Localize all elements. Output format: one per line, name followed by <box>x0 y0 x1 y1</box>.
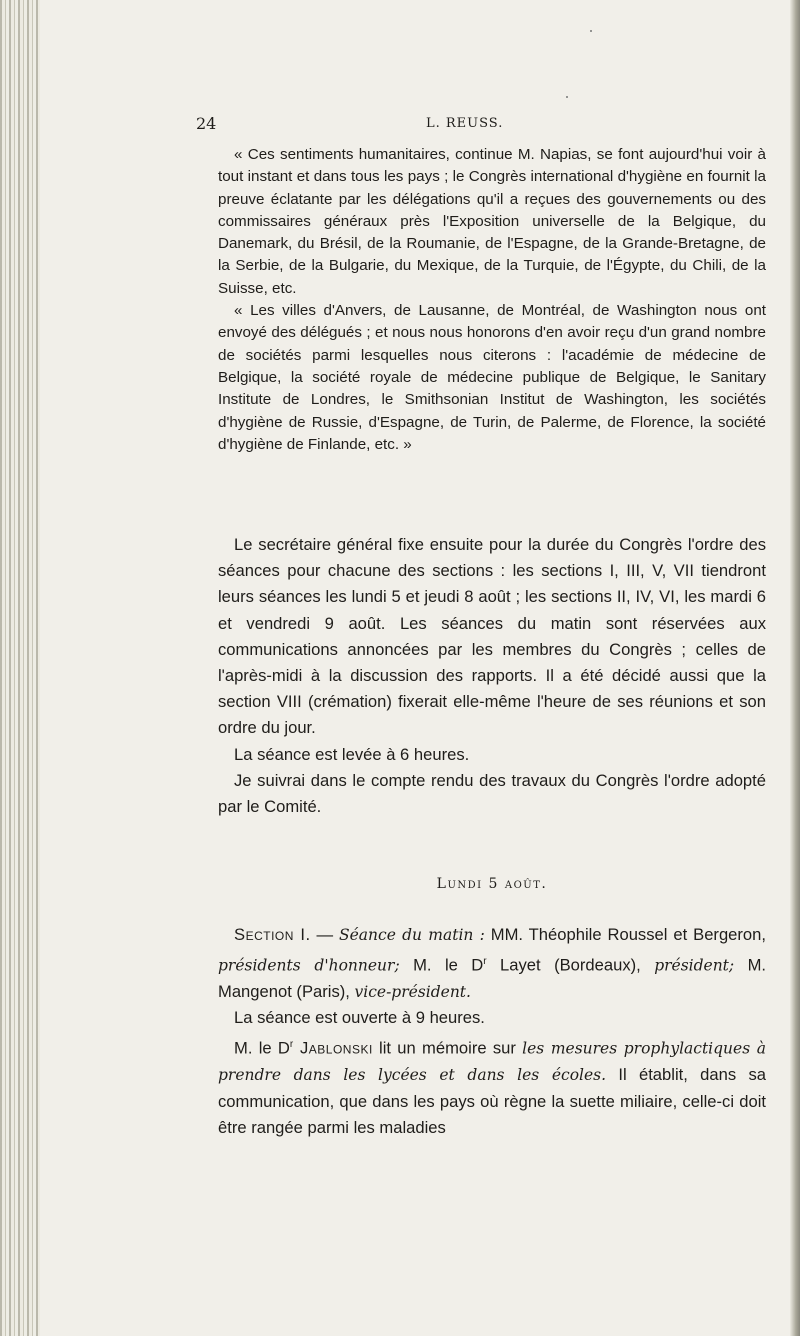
main-text <box>218 532 766 820</box>
role-vice-president: vice-président. <box>354 982 471 1001</box>
page-header <box>196 114 766 136</box>
section-text <box>218 922 766 1142</box>
dash: — <box>310 925 340 944</box>
paper-speck <box>566 96 568 98</box>
page-number: 24 <box>196 114 217 133</box>
role-honorary: présidents d'honneur; <box>218 956 400 975</box>
section-heading: Lundi 5 août. <box>436 876 548 892</box>
binding-edge-left <box>0 0 40 1336</box>
quote-paragraph-1: « Ces sentiments humanitaires, continue M. Napias, se font aujourd'hui voir à tout instant et dans tous les pays ; le Congrès international d'hygiène en fournit la preuve éclatante par les délégations qu'il a reçues des gouvernements ou des commissaires généraux près l'Exposition universelle de la Belgique, du Danemark, du Brésil, de la Roumanie, de l'Espagne, de la Grande-Bretagne, de la Serbie, de la Bulgarie, du Mexique, de la Turquie, de l'Égypte, du Chili, de la Suisse, etc. <box>218 146 766 297</box>
quoted-speech <box>218 144 766 456</box>
paper-speck <box>590 30 592 32</box>
session-label: Séance du matin : <box>339 926 485 944</box>
section-paragraph-3 <box>218 1032 766 1142</box>
text-run: M. le D <box>399 955 484 975</box>
text-run: lit un mémoire sur <box>372 1038 523 1058</box>
text-run: Layet (Bordeaux), <box>486 955 655 975</box>
body-paragraph-1: Le secrétaire général fixe ensuite pour la durée du Congrès l'ordre des séances pour chacune des sections : les sections I, III, V, VII tiendront leurs séances les lundi 5 et jeudi 8 août ; les sections II, IV, VI, les mardi 6 et vendredi 9 août. Les séances du matin sont réservées aux communications annoncées par les membres du Congrès ; celles de l'après-midi à la discussion des rapports. Il a été décidé aussi que la section VIII (crémation) fixerait elle-même l'heure de ses réunions et son ordre du jour. <box>218 535 766 738</box>
binding-edge-right <box>790 0 800 1336</box>
running-head: L. REUSS. <box>426 116 504 131</box>
text-run: M. Mangenot (Paris), <box>218 955 766 1001</box>
author-name: Jablonski <box>293 1038 373 1058</box>
body-paragraph-2: La séance est levée à 6 heures. <box>234 744 470 764</box>
section-paragraph-2: La séance est ouverte à 9 heures. <box>234 1008 485 1028</box>
superscript: r <box>483 955 487 967</box>
section-label: Section I. <box>234 925 311 944</box>
memoir-title: les mesures prophylactiques à prendre dans les lycées et dans les écoles. <box>218 1039 766 1085</box>
text-run: Il établit, dans sa communication, que dans les pays où règne la suette miliaire, celle-ci doit être rangée parmi les maladies <box>218 1065 766 1138</box>
text-run: M. le D <box>234 1038 290 1058</box>
body-paragraph-3: Je suivrai dans le compte rendu des travaux du Congrès l'ordre adopté par le Comité. <box>218 770 766 817</box>
quote-paragraph-2: « Les villes d'Anvers, de Lausanne, de Montréal, de Washington nous ont envoyé des délégués ; et nous nous honorons d'en avoir reçu d'un grand nombre de sociétés parmi lesquelles nous citerons : l'académie de médecine de Belgique, la société royale de médecine publique de Belgique, le Sanitary Institute de Londres, le Smithsonian Institut de Washington, les sociétés d'hygiène de Russie, d'Espagne, de Turin, de Palerme, de Florence, la société d'hygiène de Finlande, etc. » <box>218 302 766 453</box>
superscript: r <box>289 1038 294 1050</box>
section-paragraph-1 <box>218 922 766 1005</box>
text-run: MM. Théophile Roussel et Bergeron, <box>484 925 766 944</box>
role-president: président; <box>654 956 735 975</box>
